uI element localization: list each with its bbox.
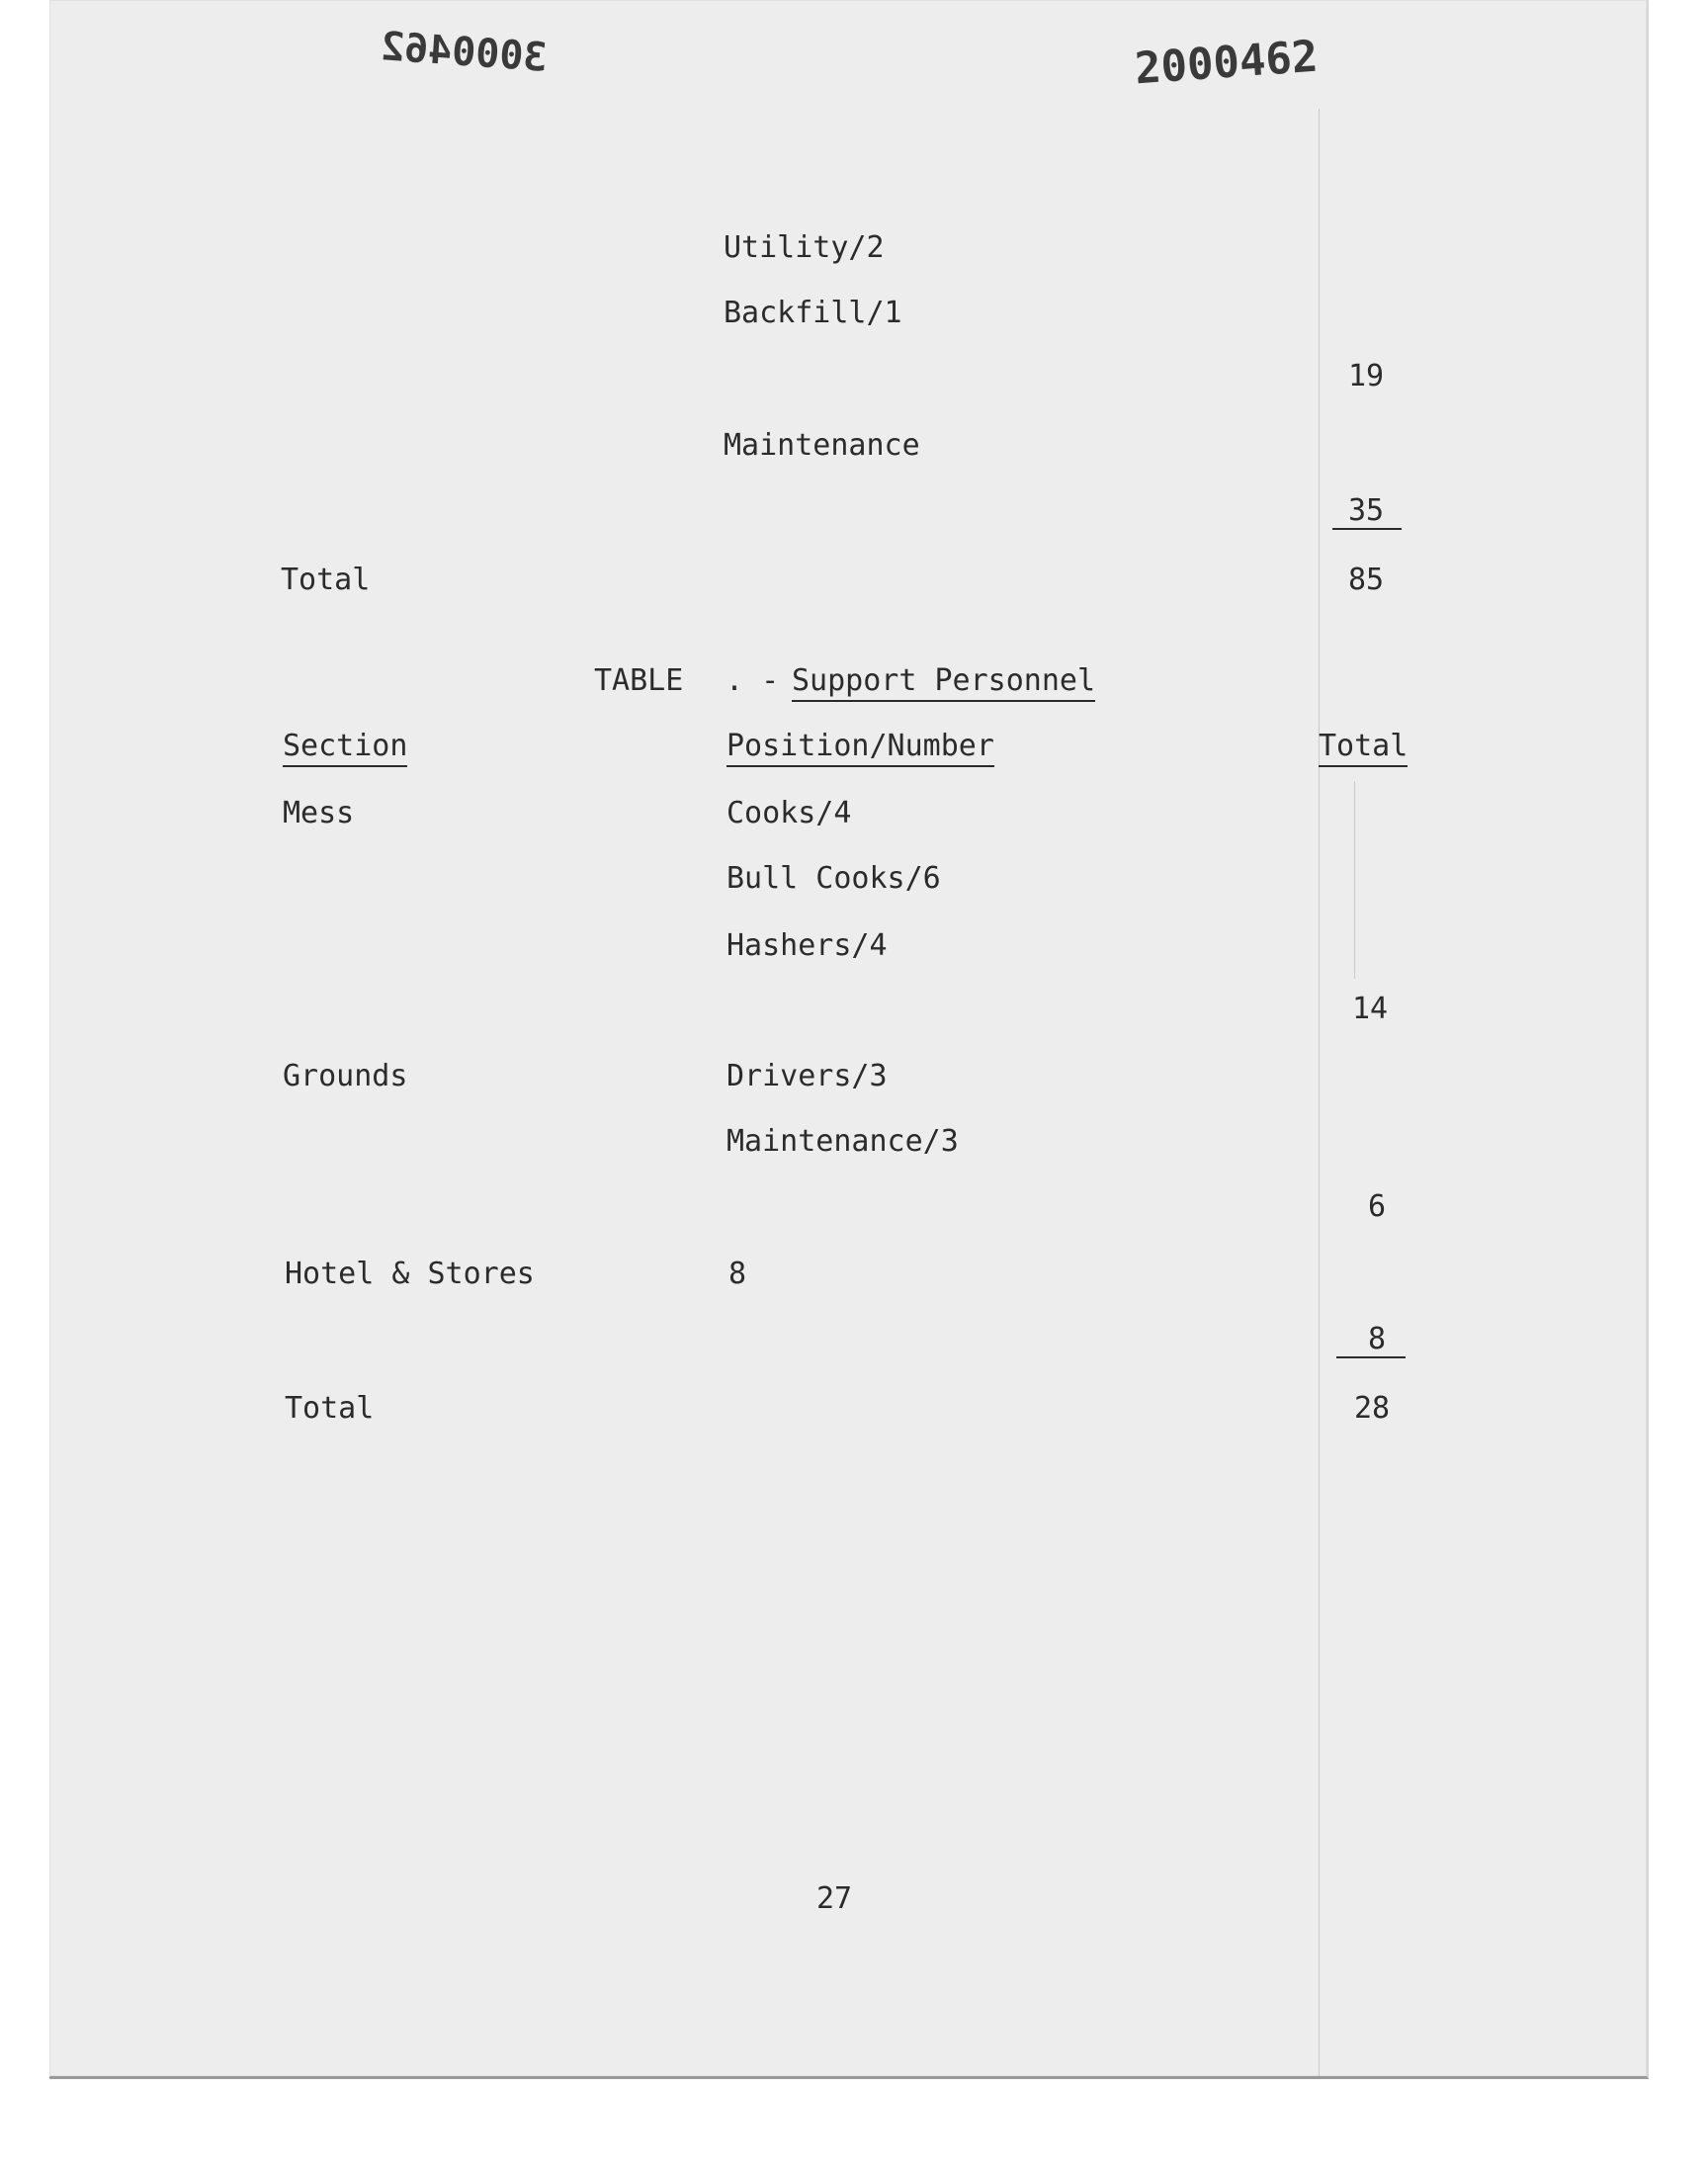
faint-column-line [1354,781,1355,979]
row-section: Grounds [283,1059,408,1093]
row-total: 6 [1368,1189,1387,1224]
faint-column-line [1319,109,1320,2076]
header-total: Total [1319,732,1408,767]
subtotal-value: 19 [1348,359,1385,393]
table-caption-dash: . - [726,663,780,698]
page-number: 27 [816,1881,853,1916]
row-section: Mess [283,796,355,830]
row-position: Hashers/4 [726,928,888,963]
subtotal-value: 35 [1348,493,1385,528]
row-section: Hotel & Stores [285,1257,535,1291]
row-position: 8 [728,1257,747,1291]
row-total: 28 [1354,1391,1391,1426]
sum-rule [1336,1356,1406,1358]
table-label: TABLE [594,663,684,698]
backfill-entry: Backfill/1 [724,296,902,330]
utility-entry: Utility/2 [724,230,885,265]
row-position: Drivers/3 [726,1059,888,1093]
header-position: Position/Number [726,732,994,767]
maintenance-entry: Maintenance [724,428,920,463]
row-section: Total [285,1391,375,1426]
row-position: Maintenance/3 [726,1124,959,1159]
table-title: Support Personnel [792,666,1095,702]
stamp-number: 2000462 [1133,31,1320,95]
total-label: Total [281,563,371,597]
row-position: Cooks/4 [726,796,852,830]
row-position: Bull Cooks/6 [726,861,941,896]
row-total: 14 [1352,992,1389,1026]
header-section: Section [283,732,407,767]
mirrored-stamp-number: 3000462 [379,24,549,81]
sum-rule [1332,528,1402,530]
document-page [49,0,1649,2079]
total-value: 85 [1348,563,1385,597]
row-total: 8 [1368,1322,1387,1356]
